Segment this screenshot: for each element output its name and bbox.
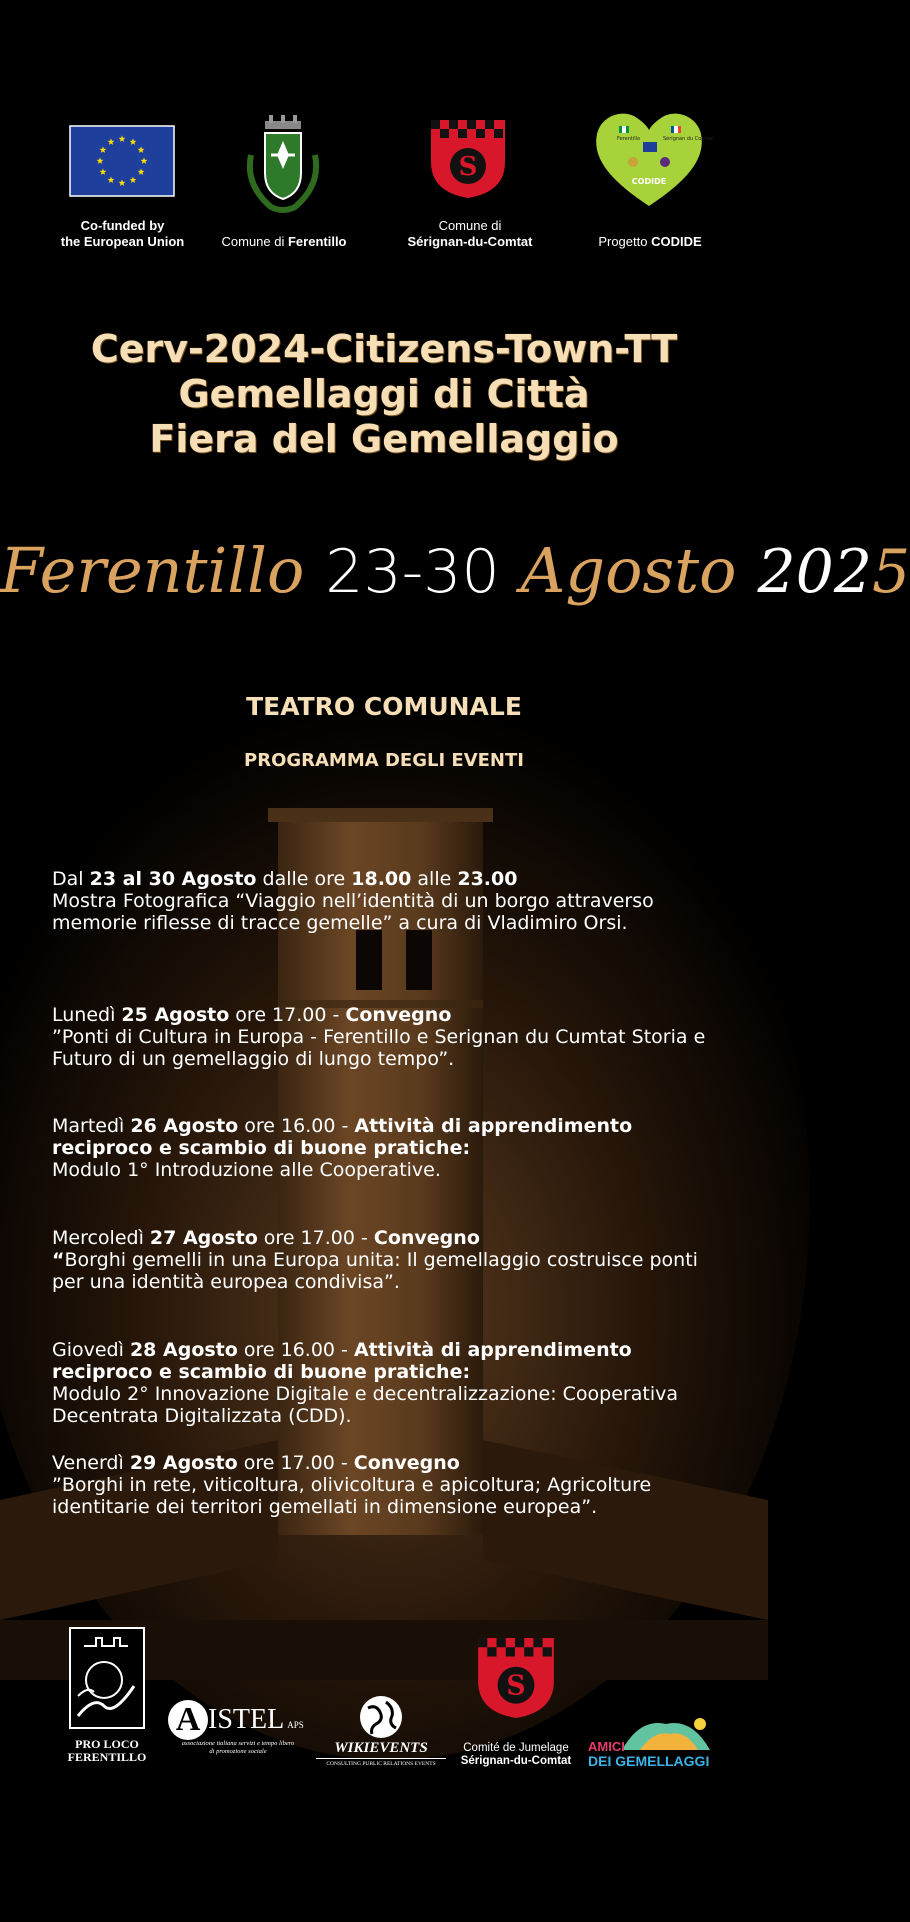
comite-line1: Comité de Jumelage bbox=[463, 1742, 569, 1754]
ferentillo-caption-name: Ferentillo bbox=[287, 234, 347, 249]
date-year-end: 5 bbox=[872, 537, 910, 607]
aistel-name: ISTEL bbox=[208, 1704, 285, 1735]
aistel-a-icon: A bbox=[168, 1700, 208, 1740]
aistel-logo bbox=[168, 1700, 308, 1756]
serignan-caption bbox=[385, 218, 555, 250]
event-4: Mercoledì 27 Agosto ore 17.00 - Convegno “Borghi gemelli in una Europa unita: Il gemellaggio costruisce ponti per una identità europea condivisa”. bbox=[52, 1227, 698, 1293]
aistel-aps: APS bbox=[287, 1720, 304, 1730]
ferentillo-crest-icon bbox=[243, 115, 323, 215]
comite-caption bbox=[446, 1742, 586, 1768]
proloco-line1: PRO LOCO bbox=[75, 1737, 139, 1751]
event-6-description: ”Borghi in rete, viticoltura, olivicoltura e apicoltura; Agricolture identitarie dei territori gemellati in dimensione europea”. bbox=[52, 1474, 652, 1518]
codide-caption-name: CODIDE bbox=[651, 234, 702, 249]
event-2-description: ”Ponti di Cultura in Europa - Ferentillo e Serignan du Cumtat Storia e Futuro di un gemellaggio di lungo tempo”. bbox=[52, 1026, 706, 1070]
ferentillo-caption bbox=[200, 234, 368, 250]
event-1: Dal 23 al 30 Agosto dalle ore 18.00 alle 23.00 Mostra Fotografica “Viaggio nell’identità di un borgo attraverso memorie riflesse di tracce gemelle” a cura di Vladimiro Orsi. bbox=[52, 868, 654, 934]
eu-flag-icon bbox=[69, 125, 175, 197]
eu-caption-line1: Co-funded by bbox=[80, 218, 165, 233]
serignan-caption-line2: Sérignan-du-Comtat bbox=[407, 234, 533, 249]
heart-label-ferentillo: Ferentillo bbox=[617, 136, 641, 142]
eu-caption bbox=[45, 218, 200, 250]
date-banner bbox=[0, 530, 910, 612]
comite-crest-icon bbox=[476, 1636, 556, 1720]
venue-title: TEATRO COMUNALE bbox=[246, 692, 522, 721]
serignan-caption-line1: Comune di bbox=[438, 218, 502, 233]
title-line-2: Gemellaggi di Città bbox=[178, 372, 590, 416]
date-month: Agosto bbox=[520, 534, 737, 607]
program-title: PROGRAMMA DEGLI EVENTI bbox=[244, 750, 524, 771]
aistel-subtitle: associazione italiana servizi e tempo libero di promozione sociale bbox=[181, 1740, 295, 1755]
codide-caption bbox=[570, 234, 730, 250]
wikievents-subtitle: CONSULTING PUBLIC RELATIONS EVENTS bbox=[326, 1761, 436, 1767]
date-days: 23-30 bbox=[325, 537, 500, 607]
codide-heart-icon bbox=[593, 110, 714, 208]
comite-line2: Sérignan-du-Comtat bbox=[460, 1755, 572, 1767]
event-6: Venerdì 29 Agosto ore 17.00 - Convegno ”Borghi in rete, viticoltura, olivicoltura e apicoltura; Agricolture identitarie dei territori gemellati in dimensione europea”. bbox=[52, 1452, 652, 1518]
codide-caption-prefix: Progetto bbox=[598, 234, 652, 249]
event-2: Lunedì 25 Agosto ore 17.00 - Convegno ”Ponti di Cultura in Europa - Ferentillo e Serignan du Cumtat Storia e Futuro di un gemellaggio di lungo tempo”. bbox=[52, 1004, 706, 1070]
event-3-description: Modulo 1° Introduzione alle Cooperative. bbox=[52, 1159, 441, 1181]
amici-line1: AMICI bbox=[588, 1739, 625, 1754]
event-1-description: Mostra Fotografica “Viaggio nell’identità di un borgo attraverso memorie riflesse di tracce gemelle” a cura di Vladimiro Orsi. bbox=[52, 890, 654, 934]
heart-label-codide: CODIDE bbox=[631, 177, 667, 186]
amici-caption bbox=[588, 1740, 718, 1768]
date-year-start: 202 bbox=[757, 537, 873, 607]
proloco-line2: FERENTILLO bbox=[67, 1750, 147, 1764]
title-line-3: Fiera del Gemellaggio bbox=[149, 417, 619, 461]
globe-icon bbox=[358, 1694, 404, 1740]
event-5-description: Modulo 2° Innovazione Digitale e decentralizzazione: Cooperativa Decentrata Digitalizzata (CDD). bbox=[52, 1383, 678, 1427]
heart-label-serignan: Sérignan du Comtat bbox=[663, 136, 714, 142]
wikievents-caption bbox=[316, 1740, 446, 1767]
wikievents-name: WIKIEVENTS bbox=[316, 1740, 446, 1759]
proloco-logo-icon bbox=[64, 1626, 150, 1730]
serignan-crest-icon bbox=[429, 118, 507, 200]
ferentillo-caption-prefix: Comune di bbox=[221, 234, 288, 249]
title-line-1: Cerv-2024-Citizens-Town-TT bbox=[90, 327, 678, 371]
proloco-caption bbox=[52, 1738, 162, 1764]
event-4-description: Borghi gemelli in una Europa unita: Il gemellaggio costruisce ponti per una identità europea condivisa”. bbox=[52, 1249, 698, 1293]
svg-text:S: S bbox=[506, 1670, 526, 1702]
eu-caption-line2: the European Union bbox=[60, 234, 185, 249]
event-3: Martedì 26 Agosto ore 16.00 - Attività di apprendimento reciproco e scambio di buone pratiche: Modulo 1° Introduzione alle Cooperative. bbox=[52, 1115, 633, 1181]
event-5: Giovedì 28 Agosto ore 16.00 - Attività di apprendimento reciproco e scambio di buone pratiche: Modulo 2° Innovazione Digitale e decentralizzazione: Cooperativa Decentrata Digitalizzata (CDD). bbox=[52, 1339, 678, 1427]
amici-line2: DEI GEMELLAGGI bbox=[588, 1753, 710, 1769]
date-place: Ferentillo bbox=[0, 534, 305, 607]
svg-text:S: S bbox=[458, 152, 478, 182]
